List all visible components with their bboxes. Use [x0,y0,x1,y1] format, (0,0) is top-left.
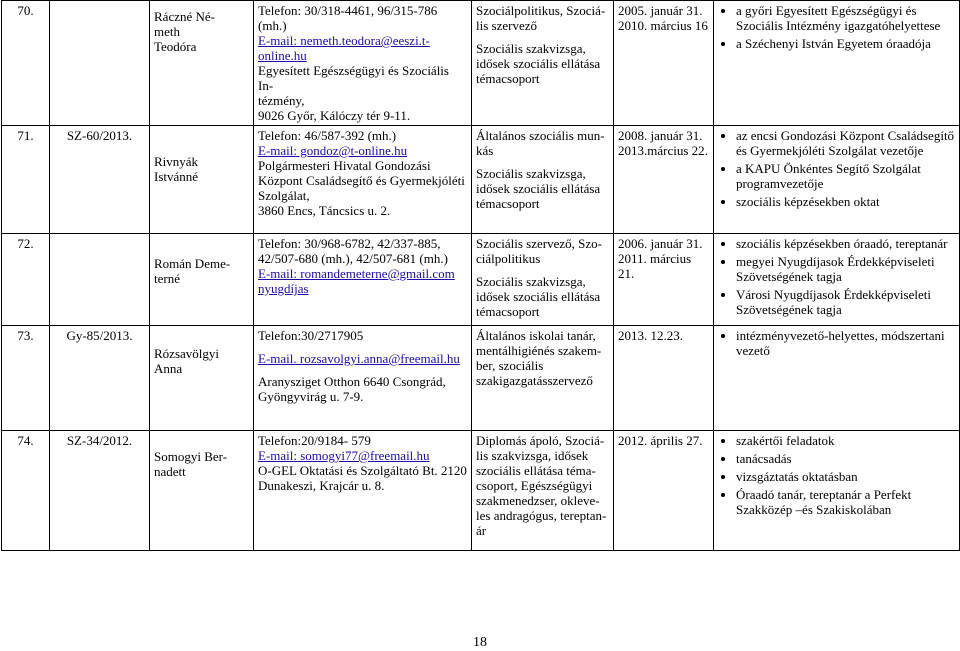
registration-number [50,1,150,126]
dates [614,431,714,551]
row-number: 71. [2,126,50,234]
qualification-line: les andragógus, tereptan- [476,508,607,523]
qualification-line: Általános iskolai tanár, [476,328,596,343]
qualification-line: idősek szociális ellátása [476,181,601,196]
date-line: 2010. március 16 [618,18,708,33]
position-item: • szociális képzésekben óraadó, tereptanár [736,236,955,251]
email-link[interactable]: nyugdíjas [258,281,309,296]
qualification-line: lis szakvizsga, idősek [476,448,589,463]
qualification [472,326,614,431]
name-line: Teodóra [154,39,197,54]
contact-line: O-GEL Oktatási és Szolgáltató Bt. 2120 [258,463,467,478]
qualification-line: ber, szociális [476,358,544,373]
person-name [150,326,254,431]
contact-info [254,326,472,431]
table-row [2,234,960,326]
qualification-line: csoport, Egészségügyi [476,478,593,493]
contact-line: Szolgálat, [258,188,310,203]
qualification-line: témacsoport [476,304,540,319]
contact-line [258,343,467,351]
name-line: nadett [154,464,186,479]
person-name [150,126,254,234]
qualification-line: Diplomás ápoló, Szociá- [476,433,605,448]
date-line: 2012. április 27. [618,433,703,448]
positions [714,126,960,234]
dates [614,234,714,326]
qualification-line: idősek szociális ellátása [476,289,601,304]
position-item: • szakértői feladatok [736,433,955,448]
position-item: • a Széchenyi István Egyetem óraadója [736,36,955,51]
qualification-line: Szociális szakvizsga, [476,166,586,181]
person-name [150,431,254,551]
contact-line: Telefon:20/9184- 579 [258,433,371,448]
position-item: • Városi Nyugdíjasok Érdekképviseleti Szövetségének tagja [736,287,955,317]
position-item: • szociális képzésekben oktat [736,194,955,209]
qualification-line: mentálhigiénés szakem- [476,343,602,358]
date-line: 2013. 12.23. [618,328,683,343]
positions-list [718,433,955,517]
contact-line: Telefon: 46/587-392 (mh.) [258,128,397,143]
contact-info [254,1,472,126]
qualification-line: Szociális szervező, Szo- [476,236,602,251]
name-line: Rózsavölgyi [154,346,219,361]
qualification-line [476,158,609,166]
qualification-line: Szociális szakvizsga, [476,274,586,289]
row-number: 73. [2,326,50,431]
positions-list [718,128,955,209]
qualification-line: szakmenedzser, okleve- [476,493,600,508]
qualification-line: szociális ellátása téma- [476,463,596,478]
qualification-line [476,33,609,41]
position-item: • vizsgáztatás oktatásban [736,469,955,484]
positions [714,1,960,126]
qualification-line: szakigazgatásszervező [476,373,593,388]
contact-line: (mh.) [258,18,287,33]
contact-line: Telefon:30/2717905 [258,328,364,343]
email-link[interactable]: E-mail: romandemeterne@gmail.com [258,266,455,281]
positions [714,234,960,326]
registration-number: SZ-60/2013. [50,126,150,234]
positions [714,431,960,551]
dates [614,126,714,234]
contact-line: 42/507-680 (mh.), 42/507-681 (mh.) [258,251,448,266]
position-item: • megyei Nyugdíjasok Érdekképviseleti Szövetségének tagja [736,254,955,284]
email-link[interactable]: E-mail: somogyi77@freemail.hu [258,448,430,463]
position-item: • a győri Egyesített Egészségügyi és Szociális Intézmény igazgatóhelyettese [736,3,955,33]
positions-list [718,236,955,317]
position-item: • intézményvezető-helyettes, módszertani vezető [736,328,955,358]
date-line: 2008. január 31. [618,128,703,143]
contact-line: 3860 Encs, Táncsics u. 2. [258,203,391,218]
person-name [150,1,254,126]
expert-registry-table [1,0,960,551]
contact-line: 9026 Győr, Kálóczy tér 9-11. [258,108,411,123]
contact-line: Gyöngyvirág u. 7-9. [258,389,364,404]
row-number: 74. [2,431,50,551]
qualification-line: ár [476,523,487,538]
date-line: 2011. március 21. [618,251,692,281]
qualification-line: Általános szociális mun- [476,128,605,143]
qualification [472,431,614,551]
qualification [472,234,614,326]
qualification-line: Szociális szakvizsga, [476,41,586,56]
contact-line: Telefon: 30/968-6782, 42/337-885, [258,236,441,251]
registration-number: Gy-85/2013. [50,326,150,431]
date-line: 2005. január 31. [618,3,703,18]
name-line: terné [154,271,180,286]
qualification [472,1,614,126]
qualification-line [476,266,609,274]
email-link[interactable]: E-mail. rozsavolgyi.anna@freemail.hu [258,351,460,366]
contact-line: Telefon: 30/318-4461, 96/315-786 [258,3,438,18]
table-row [2,431,960,551]
positions-list [718,3,955,51]
position-item: • Óraadó tanár, tereptanár a Perfekt Szakközép –és Szakiskolában [736,487,955,517]
name-line: Somogyi Ber- [154,449,228,464]
qualification-line: ciálpolitikus [476,251,541,266]
person-name [150,234,254,326]
date-line: 2006. január 31. [618,236,703,251]
contact-line: tézmény, [258,93,305,108]
name-line: Istvánné [154,169,199,184]
contact-line: Dunakeszi, Krajcár u. 8. [258,478,385,493]
table-row [2,326,960,431]
email-link[interactable]: E-mail: nemeth.teodora@eeszi.t- [258,33,430,48]
qualification-line: kás [476,143,494,158]
contact-line: Aranysziget Otthon 6640 Csongrád, [258,374,446,389]
position-item: • az encsi Gondozási Központ Családsegítő és Gyermekjóléti Szolgálat vezetője [736,128,955,158]
contact-line: Egyesített Egészségügyi és Szociális In- [258,63,449,93]
registration-number [50,234,150,326]
contact-line [258,366,467,374]
qualification-line: témacsoport [476,71,540,86]
qualification-line: idősek szociális ellátása [476,56,601,71]
table-row [2,1,960,126]
qualification-line: lis szervező [476,18,538,33]
row-number: 72. [2,234,50,326]
contact-line: Központ Családsegítő és Gyermekjóléti [258,173,465,188]
name-line: Rivnyák [154,154,199,169]
qualification [472,126,614,234]
dates [614,326,714,431]
table-body [2,1,960,551]
name-line: Anna [154,361,183,376]
email-link[interactable]: E-mail: gondoz@t-online.hu [258,143,408,158]
registration-number: SZ-34/2012. [50,431,150,551]
dates [614,1,714,126]
contact-line: Polgármesteri Hivatal Gondozási [258,158,431,173]
row-number: 70. [2,1,50,126]
email-link[interactable]: online.hu [258,48,307,63]
positions-list [718,328,955,358]
contact-info [254,431,472,551]
qualification-line: Szociálpolitikus, Szociá- [476,3,606,18]
position-item: • a KAPU Önkéntes Segítő Szolgálat programvezetője [736,161,955,191]
contact-info [254,234,472,326]
position-item: • tanácsadás [736,451,955,466]
table-row [2,126,960,234]
name-line: meth [154,24,180,39]
name-line: Ráczné Né- [154,9,215,24]
page-number: 18 [473,635,487,650]
qualification-line: témacsoport [476,196,540,211]
contact-info [254,126,472,234]
name-line: Román Deme- [154,256,231,271]
positions [714,326,960,431]
date-line: 2013.március 22. [618,143,708,158]
